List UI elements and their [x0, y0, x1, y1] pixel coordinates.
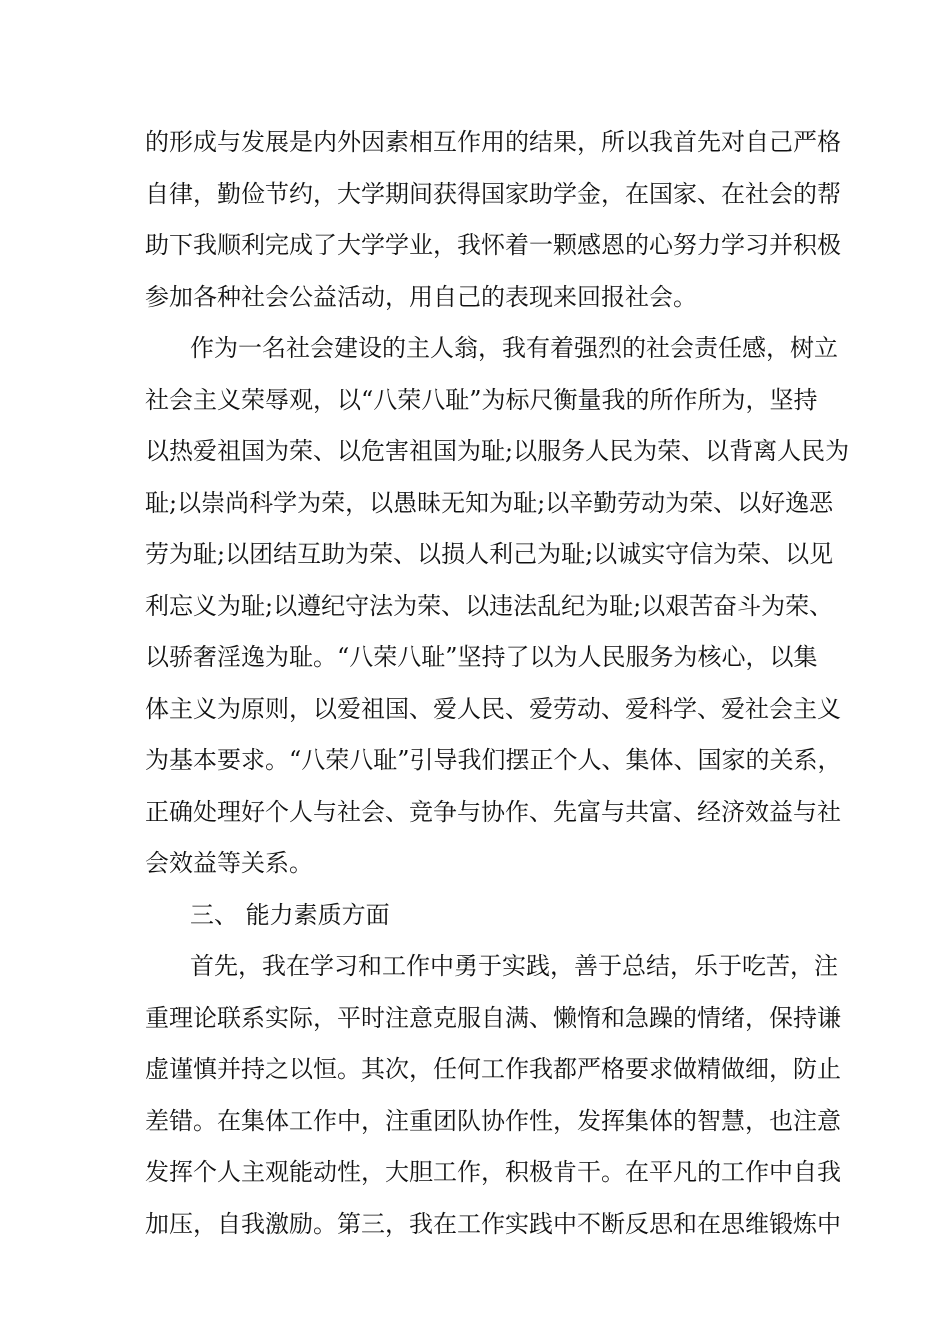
text-line: 以骄奢淫逸为耻。“八荣八耻”坚持了以为人民服务为核心，以集: [145, 643, 818, 671]
text-line: 为基本要求。“八荣八耻”引导我们摆正个人、集体、国家的关系，: [145, 746, 842, 774]
text-line: 自律，勤俭节约，大学期间获得国家助学金，在国家、在社会的帮: [145, 179, 841, 208]
text-line: 以热爱祖国为荣、以危害祖国为耻;以服务人民为荣、以背离人民为: [145, 437, 850, 465]
text-line: 差错。在集体工作中，注重团队协作性，发挥集体的智慧，也注意: [145, 1106, 841, 1135]
text-line: 劳为耻;以团结互助为荣、以损人利己为耻;以诚实守信为荣、以见: [145, 540, 834, 568]
text-line: 加压，自我激励。第三，我在工作实践中不断反思和在思维锻炼中: [145, 1209, 841, 1238]
text-line: 的形成与发展是内外因素相互作用的结果，所以我首先对自己严格: [145, 128, 841, 156]
text-line: 体主义为原则，以爱祖国、爱人民、爱劳动、爱科学、爱社会主义: [145, 694, 841, 723]
paragraph-first-line: 首先，我在学习和工作中勇于实践，善于总结，乐于吃苦，注: [190, 952, 838, 980]
section-heading: 三、 能力素质方面: [190, 900, 390, 929]
text-line: 利忘义为耻;以遵纪守法为荣、以违法乱纪为耻;以艰苦奋斗为荣、: [145, 591, 834, 620]
text-line: 耻;以崇尚科学为荣，以愚昧无知为耻;以辛勤劳动为荣、以好逸恶: [145, 488, 834, 517]
text-line: 正确处理好个人与社会、竞争与协作、先富与共富、经济效益与社: [145, 797, 841, 826]
paragraph-first-line: 作为一名社会建设的主人翁，我有着强烈的社会责任感，树立: [190, 334, 838, 362]
text-line: 助下我顺利完成了大学学业，我怀着一颗感恩的心努力学习并积极: [145, 231, 841, 259]
text-line: 社会主义荣辱观，以“八荣八耻”为标尺衡量我的所作所为，坚持: [145, 385, 818, 414]
text-line: 发挥个人主观能动性，大胆工作，积极肯干。在平凡的工作中自我: [145, 1158, 841, 1186]
text-line: 会效益等关系。: [145, 849, 313, 877]
text-line: 参加各种社会公益活动，用自己的表现来回报社会。: [145, 282, 697, 311]
document-body: [145, 117, 850, 1250]
text-line: 重理论联系实际，平时注意克服自满、懒惰和急躁的情绪，保持谦: [145, 1003, 841, 1032]
text-line: 虚谨慎并持之以恒。其次，任何工作我都严格要求做精做细，防止: [145, 1055, 841, 1083]
